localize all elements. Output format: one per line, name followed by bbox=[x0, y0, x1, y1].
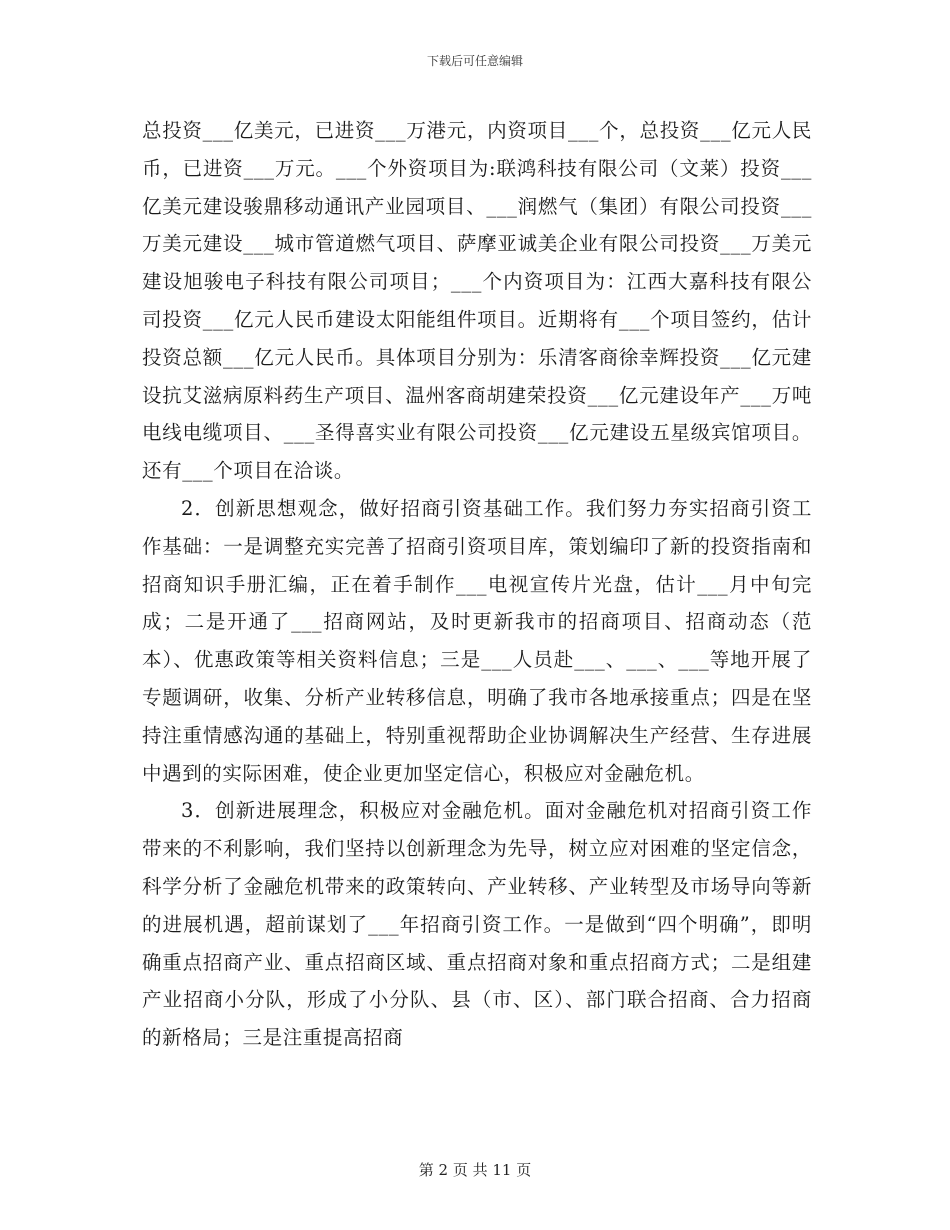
paragraph-investment-summary: 总投资___亿美元，已进资___万港元，内资项目___个，总投资___亿元人民币，已进资___万元。___个外资项目为:联鸿科技有限公司（文莱）投资___亿美元建设骏鼎移动通讯产业园项目、___润燃气（集团）有限公司投资___万美元建设___城市管道燃气项目、萨摩亚诚美企业有限公司投资___万美元建设旭骏电子科技有限公司项目；___个内资项目为：江西大嘉科技有限公司投资___亿元人民币建设太阳能组件项目。近期将有___个项目签约，估计投资总额___亿元人民币。具体项目分别为：乐清客商徐幸辉投资___亿元建设抗艾滋病原料药生产项目、温州客商胡建荣投资___亿元建设年产___万吨电线电缆项目、___圣得喜实业有限公司投资___亿元建设五星级宾馆项目。还有___个项目在洽谈。 bbox=[142, 119, 812, 483]
paragraph-innovate-development: 3．创新进展理念，积极应对金融危机。面对金融危机对招商引资工作带来的不利影响，我们坚持以创新理念为先导，树立应对困难的坚定信念，科学分析了金融危机带来的政策转向、产业转移、产业转型及市场导向等新的进展机遇，超前谋划了___年招商引资工作。一是做到“四个明确”，即明确重点招商产业、重点招商区域、重点招商对象和重点招商方式；二是组建产业招商小分队，形成了小分队、县（市、区）、部门联合招商、合力招商的新格局；三是注重提高招商 bbox=[142, 799, 812, 1050]
page-number: 第 2 页 共 11 页 bbox=[418, 1161, 532, 1179]
page-header: 下载后可任意编辑 bbox=[426, 54, 523, 68]
document-body bbox=[142, 112, 812, 1057]
paragraph-innovate-thinking: 2．创新思想观念，做好招商引资基础工作。我们努力夯实招商引资工作基础：一是调整充实完善了招商引资项目库，策划编印了新的投资指南和招商知识手册汇编，正在着手制作___电视宣传片光盘，估计___月中旬完成；二是开通了___招商网站，及时更新我市的招商项目、招商动态（范本）、优惠政策等相关资料信息；三是___人员赴___、___、___等地开展了专题调研，收集、分析产业转移信息，明确了我市各地承接重点；四是在坚持注重情感沟通的基础上，特别重视帮助企业协调解决生产经营、生存进展中遇到的实际困难，使企业更加坚定信心，积极应对金融危机。 bbox=[142, 496, 812, 785]
